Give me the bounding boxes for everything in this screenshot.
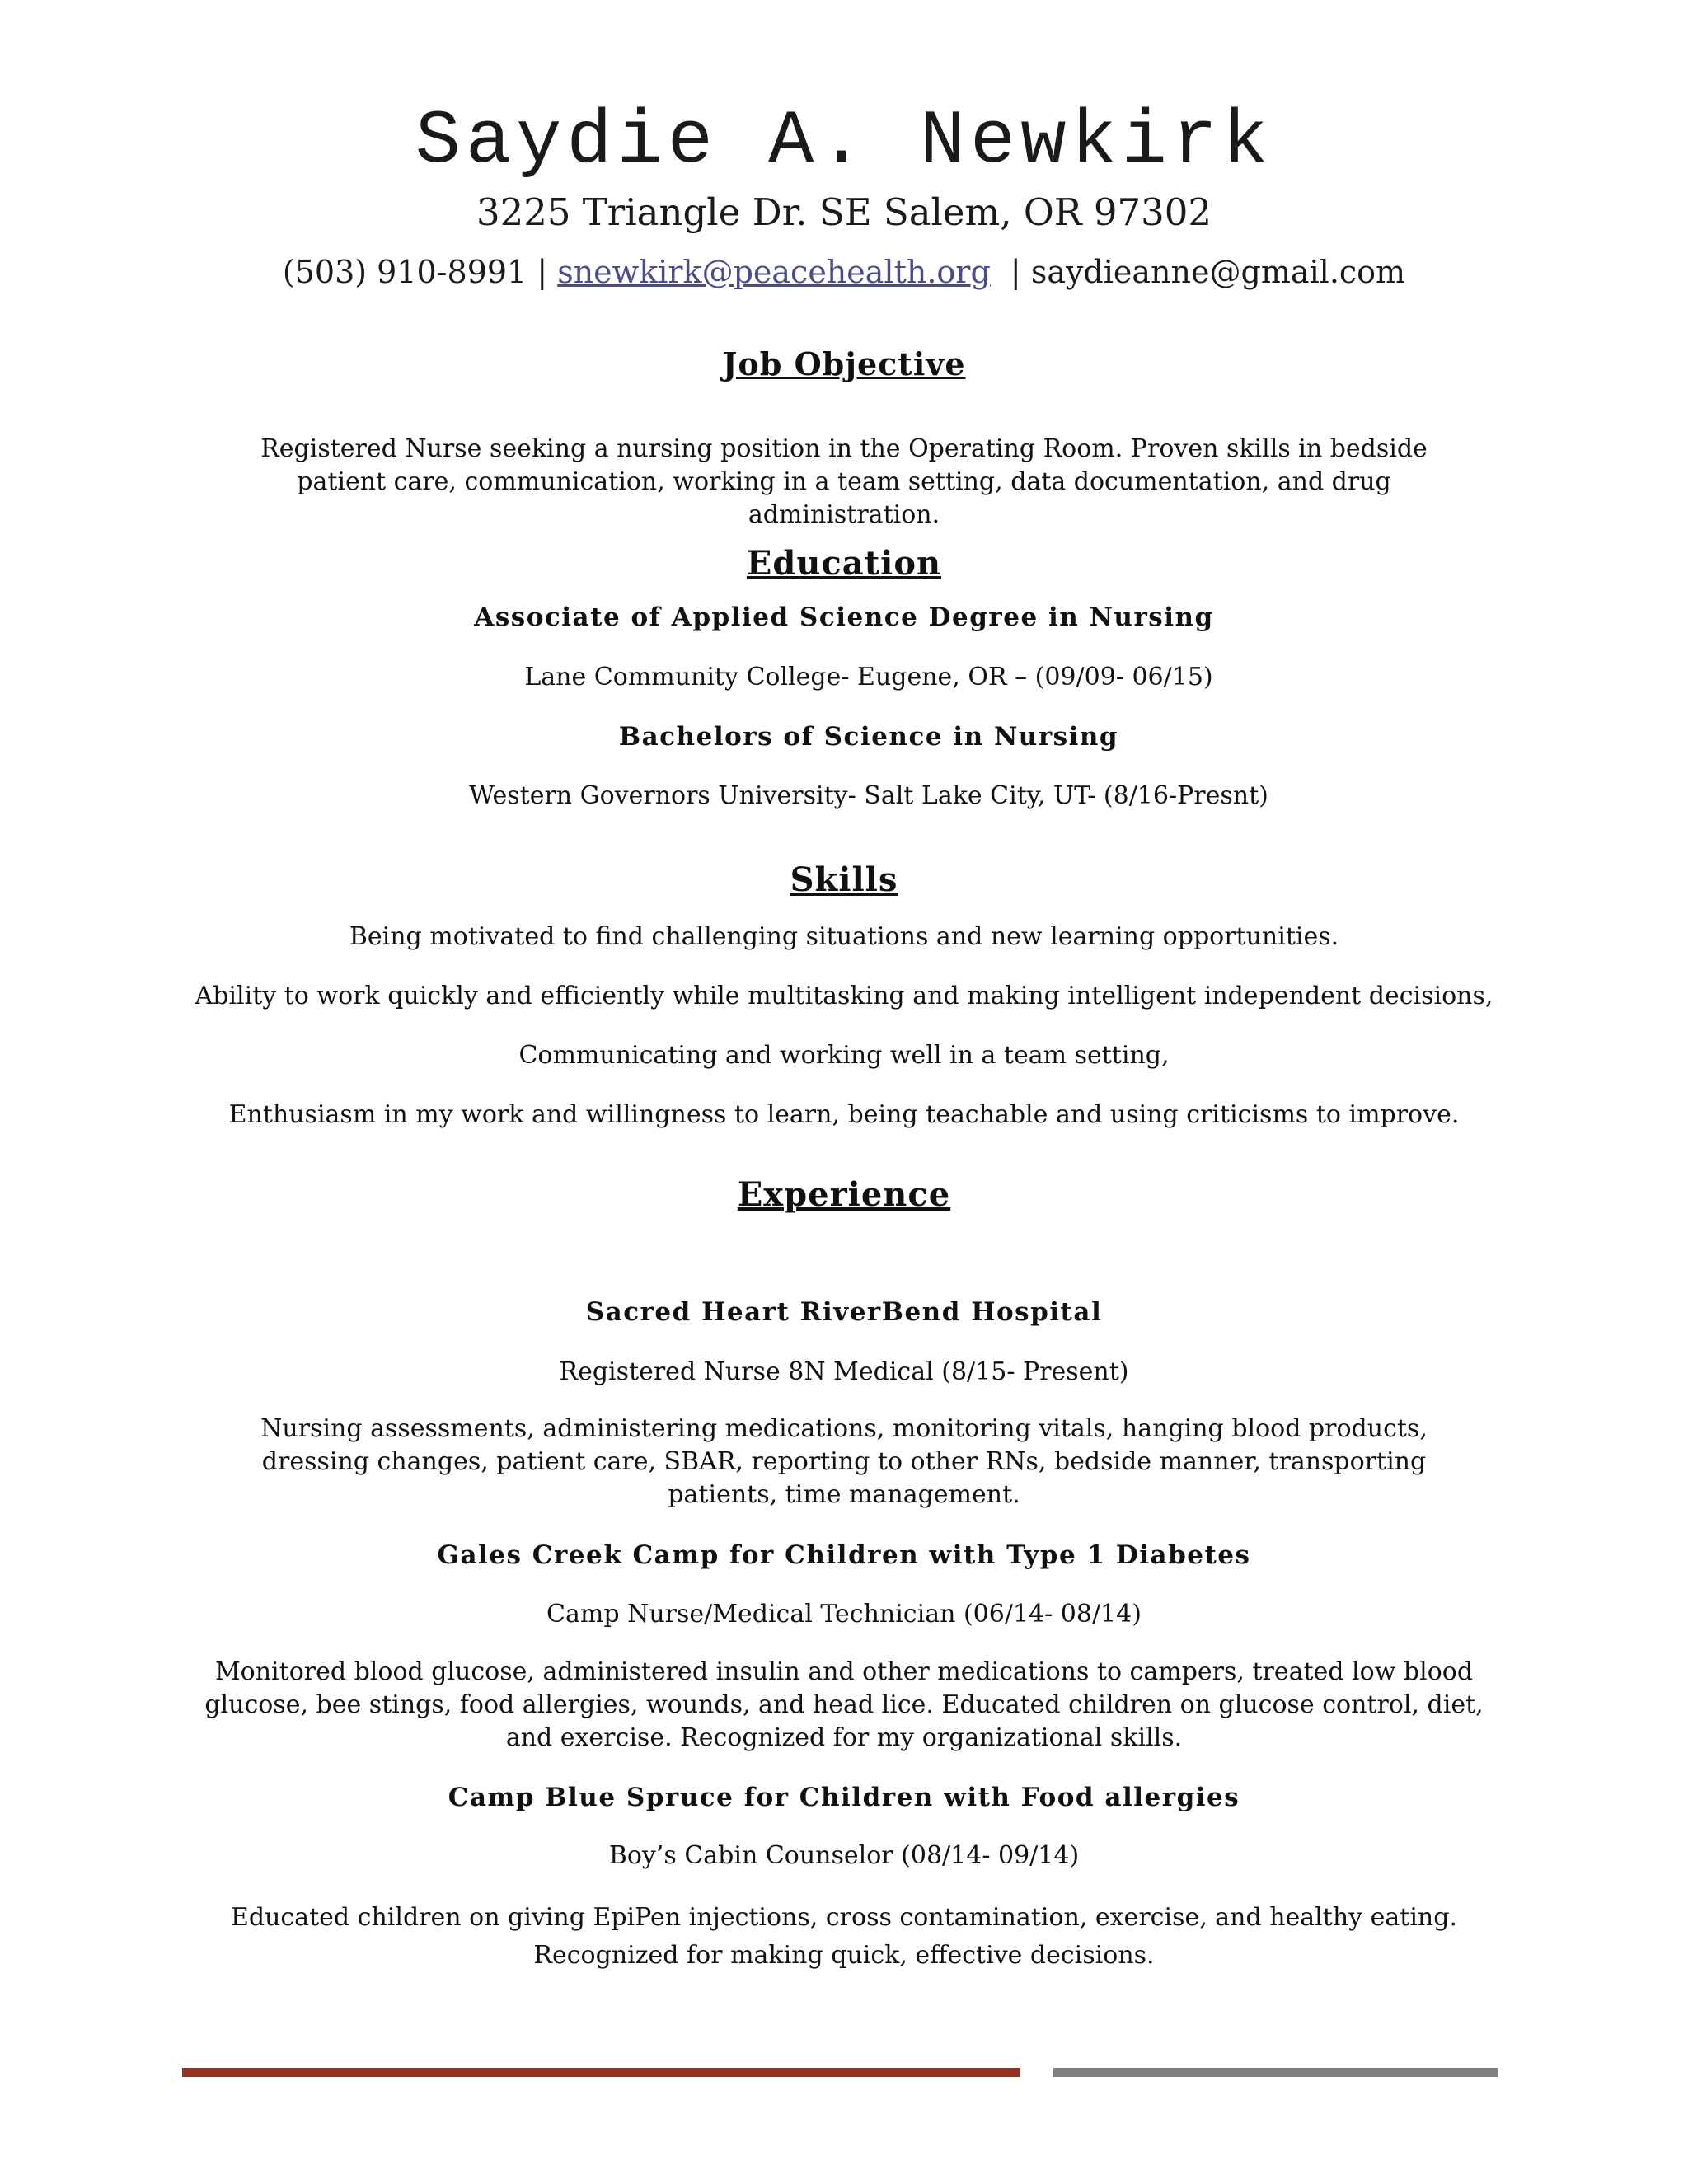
skill-item: Ability to work quickly and efficiently while multitasking and making intelligent independent decisions, — [195, 982, 1493, 1010]
job-description: Nursing assessments, administering medications, monitoring vitals, hanging blood products, dressing changes, patient care, SBAR, reporting to other RNs, bedside manner, transporting patients, time management. — [260, 1414, 1428, 1509]
job-role: Registered Nurse 8N Medical (8/15- Present) — [559, 1357, 1129, 1386]
school-line: Lane Community College- Eugene, OR – (09/09- 06/15) — [524, 663, 1213, 691]
job-role: Camp Nurse/Medical Technician (06/14- 08/14) — [546, 1600, 1142, 1629]
address: 3225 Triangle Dr. SE Salem, OR 97302 — [476, 190, 1212, 234]
skill-item: Communicating and working well in a team setting, — [518, 1041, 1170, 1070]
footer-bar-left — [182, 2068, 1020, 2077]
job-description: Educated children on giving EpiPen injections, cross contamination, exercise, and healthy eating. Recognized for making quick, effective decisions. — [231, 1903, 1457, 1970]
candidate-name: Saydie A. Newkirk — [415, 98, 1273, 185]
separator: | — [527, 254, 558, 290]
section-heading-education: Education — [746, 544, 942, 583]
employer-name: Camp Blue Spruce for Children with Food allergies — [448, 1783, 1240, 1812]
section-heading-experience: Experience — [737, 1175, 951, 1214]
job-description: Monitored blood glucose, administered insulin and other medications to campers, treated low blood glucose, bee stings, food allergies, wounds, and head lice. Educated children on glucose control, diet, and exercise. Recognized for my organizational skills. — [204, 1657, 1484, 1752]
separator: | — [990, 254, 1031, 290]
skill-item: Enthusiasm in my work and willingness to learn, being teachable and using criticisms to improve. — [228, 1100, 1460, 1129]
job-role: Boy’s Cabin Counselor (08/14- 09/14) — [608, 1841, 1080, 1870]
work-email-link[interactable]: snewkirk@peacehealth.org — [557, 254, 991, 290]
degree-title: Associate of Applied Science Degree in Nursing — [474, 602, 1214, 632]
section-heading-skills: Skills — [790, 860, 898, 899]
employer-name: Sacred Heart RiverBend Hospital — [585, 1297, 1103, 1327]
section-heading-objective: Job Objective — [722, 345, 966, 382]
school-line: Western Governors University- Salt Lake City, UT- (8/16-Presnt) — [469, 781, 1268, 810]
footer-bar-right — [1053, 2068, 1498, 2077]
objective-text: Registered Nurse seeking a nursing position in the Operating Room. Proven skills in bedside patient care, communication, working in a team setting, data documentation, and drug administration. — [260, 434, 1428, 529]
degree-title: Bachelors of Science in Nursing — [618, 722, 1119, 752]
personal-email: saydieanne@gmail.com — [1030, 254, 1406, 290]
skill-item: Being motivated to find challenging situations and new learning opportunities. — [349, 922, 1339, 951]
phone-number: (503) 910-8991 — [282, 254, 528, 290]
employer-name: Gales Creek Camp for Children with Type 1 Diabetes — [437, 1540, 1251, 1570]
contact-line — [0, 251, 1688, 293]
